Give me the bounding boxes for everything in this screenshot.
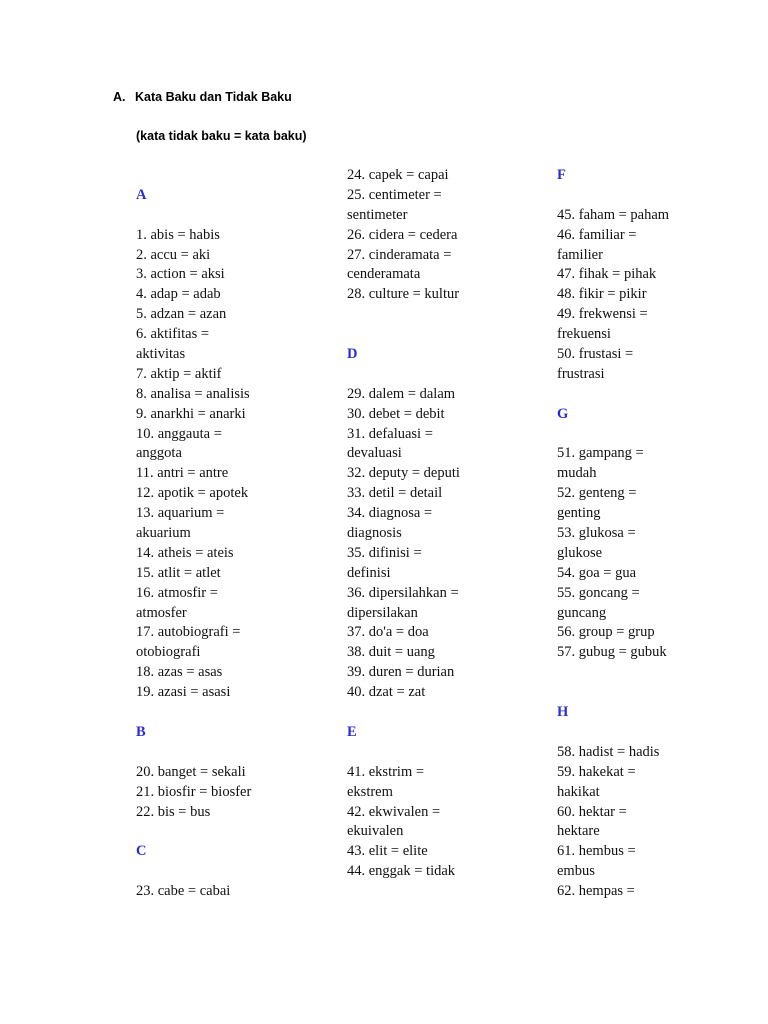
- word-entry: 33. detil = detail: [347, 485, 443, 502]
- spacer: [347, 365, 537, 385]
- letter-heading: G: [557, 405, 569, 422]
- word-entry: 15. atlit = atlet: [136, 564, 221, 581]
- word-entry: 57. gubug = gubuk: [557, 644, 667, 661]
- section-heading: [113, 90, 292, 104]
- word-entry: ekuivalen: [347, 823, 404, 840]
- word-entry: 47. fihak = pihak: [557, 266, 657, 283]
- word-entry: 14. atheis = ateis: [136, 544, 234, 561]
- word-entry: dipersilakan: [347, 604, 418, 621]
- word-entry: 59. hakekat =: [557, 763, 636, 780]
- word-entry: 53. glukosa =: [557, 525, 636, 542]
- spacer: [136, 822, 326, 842]
- word-entry: frekuensi: [557, 326, 611, 343]
- word-entry: 54. goa = gua: [557, 564, 637, 581]
- spacer: [557, 186, 747, 206]
- word-entry: 24. capek = capai: [347, 167, 449, 183]
- word-entry: 44. enggak = tidak: [347, 863, 456, 880]
- letter-heading: H: [557, 704, 569, 721]
- column-1: [136, 166, 326, 902]
- word-entry: 12. apotik = apotek: [136, 485, 249, 502]
- word-entry: 27. cinderamata =: [347, 246, 452, 263]
- spacer: [557, 425, 747, 445]
- word-entry: 4. adap = adab: [136, 286, 221, 303]
- word-entry: 6. aktifitas =: [136, 326, 210, 343]
- word-entry: diagnosis: [347, 525, 402, 542]
- word-entry: 16. atmosfir =: [136, 584, 218, 601]
- word-entry: anggota: [136, 445, 182, 462]
- word-entry: 22. bis = bus: [136, 803, 211, 820]
- spacer: [557, 723, 747, 743]
- word-entry: 9. anarkhi = anarki: [136, 405, 246, 422]
- word-entry: 42. ekwivalen =: [347, 803, 441, 820]
- word-entry: 3. action = aksi: [136, 266, 225, 283]
- word-entry: 30. debet = debit: [347, 405, 445, 422]
- word-entry: atmosfer: [136, 604, 187, 621]
- word-entry: ekstrem: [347, 783, 393, 800]
- word-entry: 45. faham = paham: [557, 206, 670, 223]
- word-entry: 38. duit = uang: [347, 644, 435, 661]
- word-entry: 26. cidera = cedera: [347, 226, 458, 243]
- spacer: [136, 703, 326, 723]
- spacer: [347, 703, 537, 723]
- section-number: A.: [113, 90, 126, 104]
- spacer: [136, 206, 326, 226]
- word-entry: cenderamata: [347, 266, 421, 283]
- spacer: [557, 385, 747, 405]
- subheading: (kata tidak baku = kata baku): [136, 129, 307, 143]
- letter-heading: D: [347, 346, 358, 363]
- word-entry: 2. accu = aki: [136, 246, 211, 263]
- word-entry: 40. dzat = zat: [347, 684, 426, 701]
- word-entry: 48. fikir = pikir: [557, 286, 647, 303]
- spacer: [347, 305, 537, 325]
- letter-heading: F: [557, 167, 566, 183]
- word-entry: 43. elit = elite: [347, 843, 428, 860]
- word-entry: 21. biosfir = biosfer: [136, 783, 252, 800]
- spacer: [136, 166, 326, 186]
- word-entry: 8. analisa = analisis: [136, 385, 250, 402]
- word-entry: devaluasi: [347, 445, 402, 462]
- word-entry: 29. dalem = dalam: [347, 385, 456, 402]
- word-entry: 1. abis = habis: [136, 226, 220, 243]
- word-entry: 51. gampang =: [557, 445, 644, 462]
- spacer: [557, 663, 747, 683]
- word-entry: hektare: [557, 823, 600, 840]
- word-entry: 55. goncang =: [557, 584, 640, 601]
- word-entry: 19. azasi = asasi: [136, 684, 231, 701]
- spacer: [557, 683, 747, 703]
- word-entry: 5. adzan = azan: [136, 306, 227, 323]
- word-entry: 41. ekstrim =: [347, 763, 425, 780]
- word-entry: frustrasi: [557, 365, 605, 382]
- word-entry: genting: [557, 505, 601, 522]
- word-entry: mudah: [557, 465, 597, 482]
- word-entry: embus: [557, 863, 595, 880]
- word-entry: 35. difinisi =: [347, 544, 422, 561]
- word-entry: akuarium: [136, 525, 191, 542]
- column-3: [557, 166, 747, 902]
- word-entry: 17. autobiografi =: [136, 624, 241, 641]
- word-entry: 52. genteng =: [557, 485, 637, 502]
- word-entry: 18. azas = asas: [136, 664, 223, 681]
- word-entry: familier: [557, 246, 603, 263]
- spacer: [347, 325, 537, 345]
- word-entry: aktivitas: [136, 346, 186, 363]
- word-entry: guncang: [557, 604, 607, 621]
- word-entry: 13. aquarium =: [136, 505, 225, 522]
- spacer: [136, 862, 326, 882]
- letter-heading: A: [136, 186, 147, 203]
- word-entry: 62. hempas =: [557, 883, 635, 900]
- word-entry: 20. banget = sekali: [136, 763, 246, 780]
- word-entry: 25. centimeter =: [347, 186, 442, 203]
- word-entry: 34. diagnosa =: [347, 505, 433, 522]
- letter-heading: C: [136, 843, 147, 860]
- word-entry: 60. hektar =: [557, 803, 627, 820]
- word-entry: 7. aktip = aktif: [136, 365, 222, 382]
- word-entry: 56. group = grup: [557, 624, 655, 641]
- word-entry: otobiografi: [136, 644, 201, 661]
- spacer: [347, 743, 537, 763]
- word-entry: 10. anggauta =: [136, 425, 222, 442]
- word-entry: 58. hadist = hadis: [557, 743, 660, 760]
- spacer: [136, 743, 326, 763]
- word-entry: sentimeter: [347, 206, 408, 223]
- word-entry: 49. frekwensi =: [557, 306, 648, 323]
- word-entry: 31. defaluasi =: [347, 425, 433, 442]
- word-entry: 46. familiar =: [557, 226, 637, 243]
- word-entry: 37. do'a = doa: [347, 624, 429, 641]
- section-title: Kata Baku dan Tidak Baku: [135, 90, 292, 104]
- word-entry: glukose: [557, 544, 603, 561]
- word-entry: definisi: [347, 564, 391, 581]
- word-entry: 32. deputy = deputi: [347, 465, 460, 482]
- word-entry: 11. antri = antre: [136, 465, 229, 482]
- column-2: [347, 166, 537, 882]
- word-entry: 50. frustasi =: [557, 346, 634, 363]
- word-entry: 23. cabe = cabai: [136, 883, 231, 900]
- letter-heading: E: [347, 723, 357, 740]
- word-entry: 28. culture = kultur: [347, 286, 460, 303]
- word-entry: 39. duren = durian: [347, 664, 455, 681]
- word-entry: 36. dipersilahkan =: [347, 584, 459, 601]
- word-entry: hakikat: [557, 783, 600, 800]
- letter-heading: B: [136, 723, 146, 740]
- word-entry: 61. hembus =: [557, 843, 636, 860]
